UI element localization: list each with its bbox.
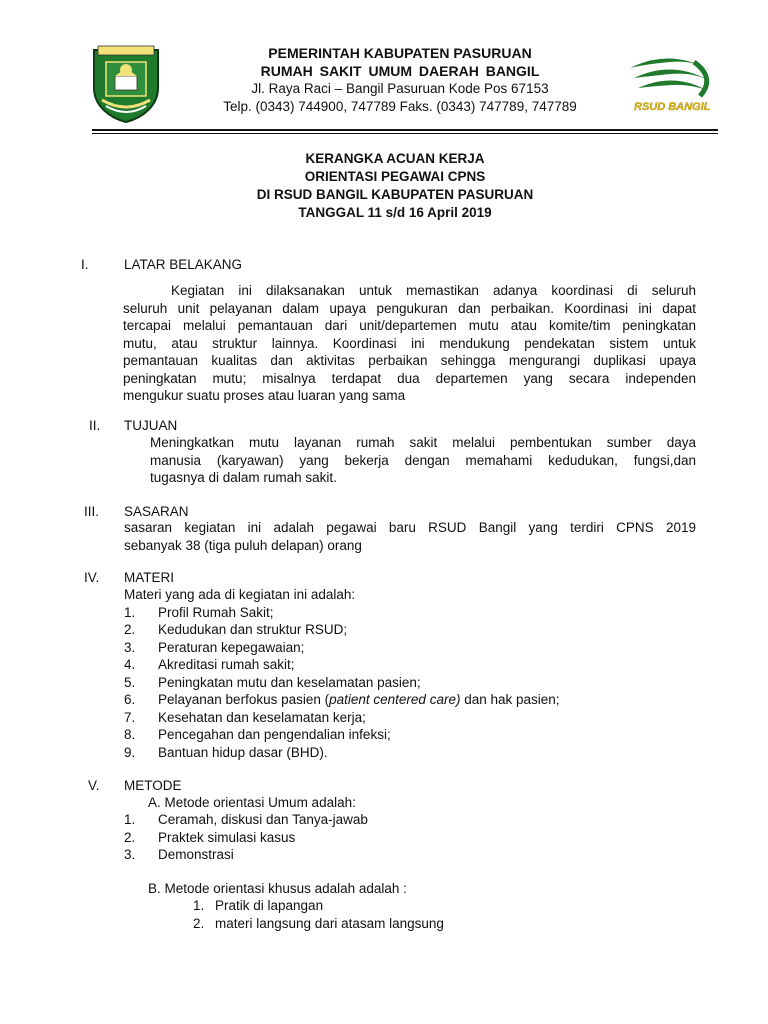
s1-line-4: mutu, atau struktur lainnya. Koordinasi ini mendukung pendekatan sistem untuk — [123, 335, 696, 351]
letterhead-text — [180, 44, 620, 116]
list-item: 2. Kedudukan dan struktur RSUD; — [124, 622, 348, 637]
letterhead-rule-thin — [92, 133, 718, 134]
section-2-heading: TUJUAN — [124, 418, 178, 433]
letterhead-phone: Telp. (0343) 744900, 747789 Faks. (0343) 747789, 747789 — [223, 99, 577, 114]
title-line-4: TANGGAL 11 s/d 16 April 2019 — [298, 205, 492, 220]
list-item: 1. Profil Rumah Sakit; — [124, 604, 274, 620]
s1-line-6: peningkatan mutu; misalnya terdapat dua departemen yang secara independen — [123, 370, 696, 386]
list-item: 9. Bantuan hidup dasar (BHD). — [124, 744, 328, 760]
letterhead-rule-thick — [92, 129, 718, 131]
section-1-number: I. — [81, 257, 89, 272]
section-1-heading: LATAR BELAKANG — [124, 257, 243, 272]
list-item: 3. Peraturan kepegawaian; — [124, 639, 305, 655]
list-item: 2. Praktek simulasi kasus — [124, 829, 296, 845]
s1-line-2: seluruh unit pelayanan dalam upaya pengukuran dan perbaikan. Koordinasi ini dapat — [123, 300, 696, 316]
list-item: 3. Demonstrasi — [124, 847, 234, 862]
list-item: 4. Akreditasi rumah sakit; — [124, 657, 295, 672]
list-item: 6. Pelayanan berfokus pasien (patient centered care) dan hak pasien; — [124, 692, 560, 707]
section-2-number: II. — [89, 418, 101, 433]
list-item: 1. Pratik di lapangan — [193, 898, 324, 913]
s4-intro: Materi yang ada di kegiatan ini adalah: — [124, 587, 356, 602]
s5-b-label: B. Metode orientasi khusus adalah adalah : — [148, 881, 407, 896]
title-line-3: DI RSUD BANGIL KABUPATEN PASURUAN — [256, 187, 534, 202]
list-item: 1. Ceramah, diskusi dan Tanya-jawab — [124, 812, 368, 827]
title-line-2: ORIENTASI PEGAWAI CPNS — [304, 169, 486, 184]
section-2-paragraph — [150, 434, 696, 487]
svg-text:RSUD BANGIL: RSUD BANGIL — [634, 101, 711, 113]
section-3-number: III. — [84, 504, 100, 519]
section-1-paragraph — [123, 282, 696, 405]
section-3-paragraph — [124, 519, 696, 554]
s1-line-5: pemantauan kualitas dan aktivitas perbaikan sehingga mengurangi duplikasi upaya — [123, 353, 696, 368]
s3-line-2: sebanyak 38 (tiga puluh delapan) orang — [124, 537, 362, 553]
section-4-body — [124, 586, 684, 761]
section-4-number: IV. — [84, 570, 100, 585]
letterhead-line-1: PEMERINTAH KABUPATEN PASURUAN — [268, 45, 532, 61]
s2-line-1: Meningkatkan mutu layanan rumah sakit melalui pembentukan sumber daya — [150, 435, 696, 450]
title-line-1: KERANGKA ACUAN KERJA — [305, 151, 485, 166]
list-item: 8. Pencegahan dan pengendalian infeksi; — [124, 727, 391, 742]
rsud-bangil-logo — [624, 50, 716, 120]
s1-line-1: Kegiatan ini dilaksanakan untuk memastikan adanya koordinasi di seluruh — [171, 283, 696, 298]
document-title — [180, 150, 610, 222]
s5-a-label: A. Metode orientasi Umum adalah: — [148, 795, 356, 810]
list-item: 7. Kesehatan dan keselamatan kerja; — [124, 709, 366, 725]
list-item: 5. Peningkatan mutu dan keselamatan pasien; — [124, 674, 421, 690]
section-3-heading: SASARAN — [124, 504, 189, 519]
letterhead-line-2: RUMAH SAKIT UMUM DAERAH BANGIL — [260, 63, 540, 79]
s1-line-7: mengukur suatu proses atau luaran yang sama — [123, 388, 406, 403]
section-5-heading: METODE — [124, 778, 182, 793]
s5-a-list — [124, 811, 524, 864]
letterhead-address: Jl. Raya Raci – Bangil Pasuruan Kode Pos 67153 — [251, 81, 549, 96]
s2-line-3: tugasnya di dalam rumah sakit. — [150, 470, 337, 485]
section-4-heading: MATERI — [124, 570, 174, 585]
s1-line-3: tercapai melalui pemantauan dari unit/departemen mutu atau komite/tim peningkatan — [123, 318, 696, 333]
s3-line-1: sasaran kegiatan ini adalah pegawai baru RSUD Bangil yang terdiri CPNS 2019 — [124, 520, 696, 535]
section-5-number: V. — [88, 778, 100, 793]
list-item: 2. materi langsung dari atasam langsung — [193, 915, 444, 931]
s5-b-list — [193, 897, 553, 932]
kabupaten-pasuruan-logo — [88, 42, 164, 124]
s2-line-2: manusia (karyawan) yang bekerja dengan memahami kedudukan, fungsi,dan — [150, 452, 696, 468]
